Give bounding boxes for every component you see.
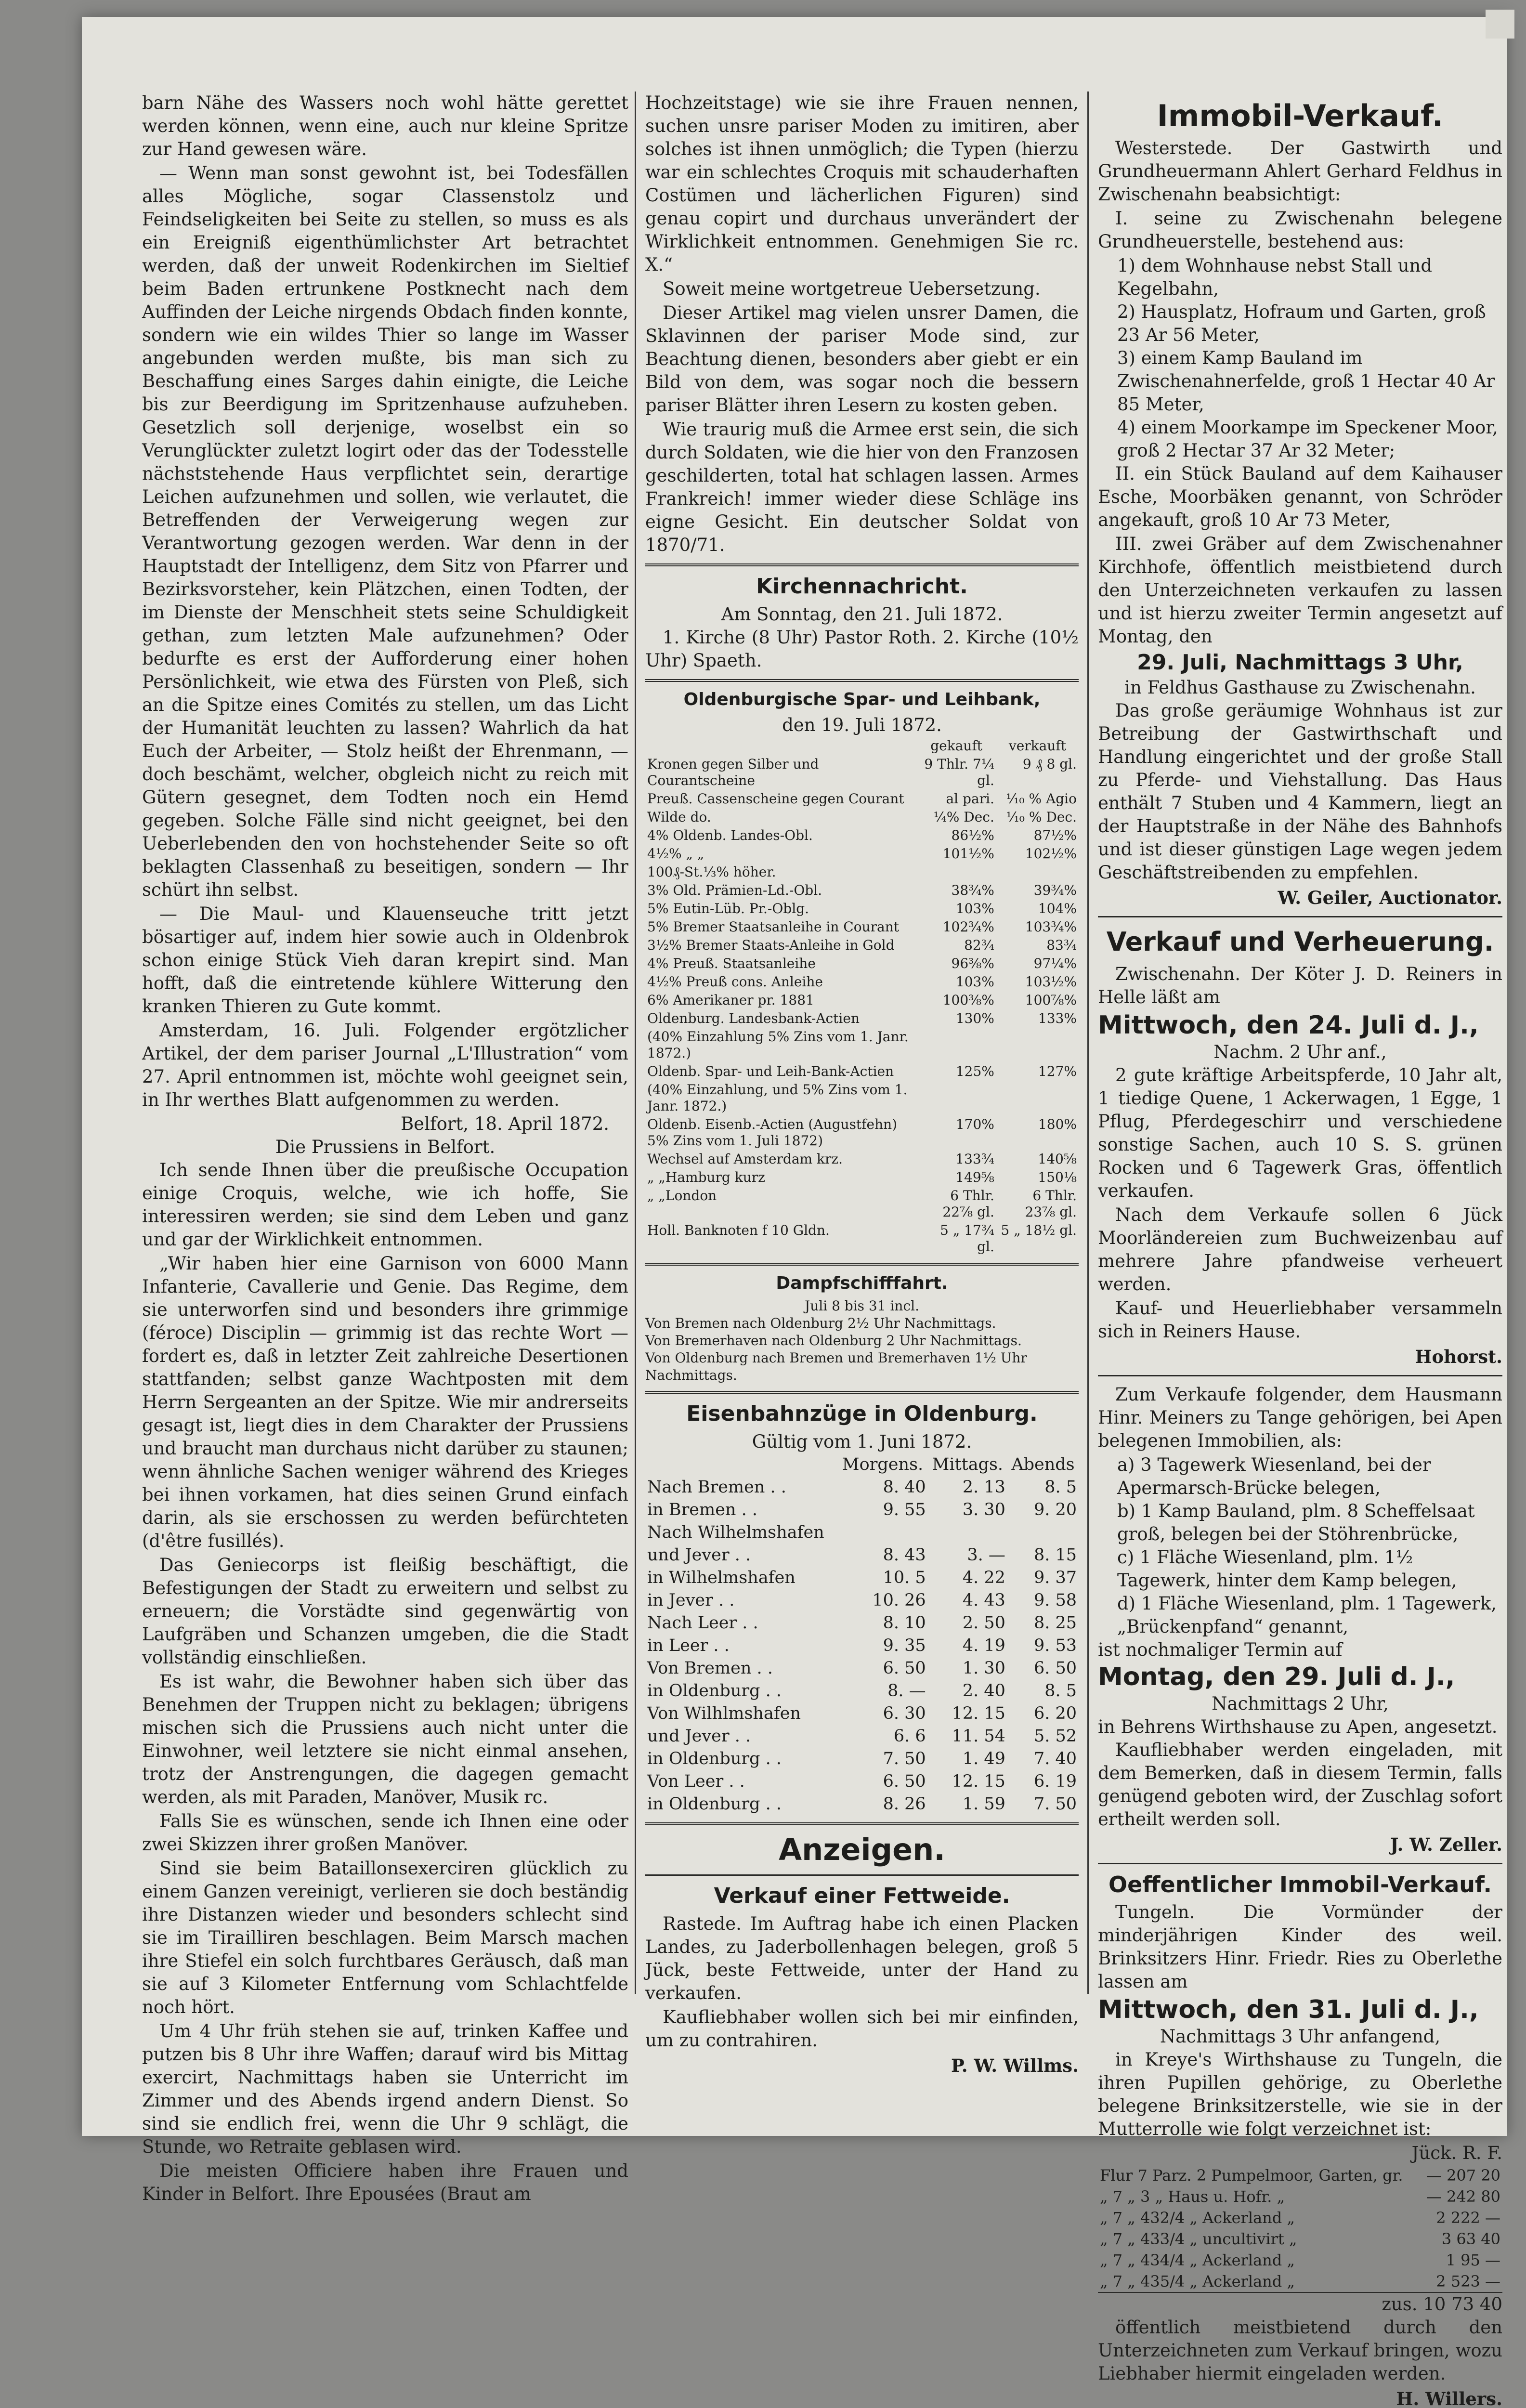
article-paragraph: — Wenn man sonst gewohnt ist, bei Todesfällen alles Mögliche, sogar Classenstolz und Feindseligkeiten bei Seite zu stellen, so muss es als ein Ereigniß eigenthümlichster Art betrachtet werden, daß der unweit Rodenkirchen im Sieltief beim Baden ertrunkene Postknecht nach dem Auffinden der Leiche nirgends Obdach finden konnte, sondern wie ein wildes Thier so lange im Wasser angebunden werden mußte, bis man sich zu Beschaffung eines Sarges dahin einigte, die Leiche bis zur Beerdigung im Spritzenhause aufzuheben. Gesetzlich soll derjenige, woselbst ein so Verunglückter zuletzt logirt oder das der Todesstelle nächststehende Haus verpflichtet sein, derartige Leichen aufzunehmen und sollen, wie verlautet, die Betreffenden der Verweigerung wegen zur Verantwortung gezogen werden. War denn in der Hauptstadt der Intelligenz, dem Sitz von Pfarrer und Bezirksvorsteher, kein Plätzchen, einen Todten, der im Dienste der Menschheit stets seine Schuldigkeit gethan, zum letzten Male aufzunehmen? Oder bedurfte es erst der Aufforderung einer hohen Persönlichkeit, wie etwa des Fürsten von Pleß, sich an die Spitze eines Comités zu stellen, um das Licht der Humanität leuchten zu lassen? Wahrlich da hat Euch der Arbeiter, — Stolz heißt der Ehrenmann, — doch beschämt, welcher, obgleich nicht zu reich mit Gütern gesegnet, dem Todten noch ein Hemd gegeben. Solche Fälle sind nicht geeignet, bei den Ueberlebenden den von hochstehender Seite so oft beklagten Classenhaß zu beseitigen, sondern — Ihr schürt ihn selbst. [142,163,628,900]
bank-rate-row [645,918,1079,936]
table-cell: 9. 35 [883,1636,926,1655]
auction-location: in Behrens Wirthshause zu Apen, angesetzt. [1098,1716,1498,1737]
ad-signature: H. Willers. [1396,2388,1502,2408]
table-cell: 6. 30 [883,1704,926,1723]
table-cell: 180% [1038,1116,1077,1132]
list-item: a) 3 Tagewerk Wiesenland, bei der Apermarsch-Brücke belegen, [1117,1454,1431,1498]
table-cell: und Jever . . [647,1727,751,1746]
table-cell: 2. 13 [962,1478,1005,1497]
timetable-row [645,1748,1079,1770]
table-cell: 6 Thlr. 23⅞ gl. [1025,1188,1077,1220]
table-cell: 130% [955,1010,994,1026]
section-divider [1098,1375,1502,1376]
auction-date: Mittwoch, den 31. Juli d. J., [1098,1995,1479,2024]
table-cell: 4. 22 [962,1568,1005,1587]
section-divider [645,1822,1079,1825]
table-cell: 5 „ 18½ gl. [1001,1222,1077,1238]
timetable-row [645,1657,1079,1680]
section-divider [1098,1863,1502,1864]
table-cell: 9. 20 [1033,1500,1077,1519]
table-cell: 6 Thlr. 22⅞ gl. [942,1188,994,1220]
section-divider [645,563,1079,566]
table-cell: Nach Wilhelmshafen [647,1523,824,1542]
article-paragraph: Wie traurig muß die Armee erst sein, die sich durch Soldaten, wie die hier von den Franzosen geschilderten, total hat schlagen lassen. Armes Frankreich! immer wieder diese Schläge ins eigne Gesicht. Ein deutscher Soldat von 1870/71. [645,419,1079,555]
property-list [1098,254,1502,462]
auction-date: 29. Juli, Nachmittags 3 Uhr, [1137,650,1463,675]
table-cell: 3½% Bremer Staats-Anleihe in Gold [647,937,895,953]
parcel-table [1098,2165,1502,2292]
bank-col-bought: gekauft [930,738,983,754]
table-cell: 133¾ [955,1151,994,1167]
table-cell: 10. 5 [883,1568,926,1587]
table-cell: 3% Old. Prämien-Ld.-Obl. [647,882,822,898]
auction-time: Nachmittags 2 Uhr, [1212,1693,1389,1714]
column-rule [635,92,636,1994]
timetable-row [645,1499,1079,1521]
table-cell: 82¾ [964,937,994,953]
auction-location: in Feldhus Gasthause zu Zwischenahn. [1124,677,1476,698]
table-cell: 3. 30 [962,1500,1005,1519]
parcel-row [1098,2165,1502,2186]
table-cell: „ 7 „ 433/4 „ uncultivirt „ [1100,2230,1297,2248]
article-paragraph: Falls Sie es wünschen, sende ich Ihnen eine oder zwei Skizzen ihrer großen Manöver. [142,1811,628,1855]
auction-time: Nachm. 2 Uhr anf., [1213,1042,1387,1062]
table-cell: 8. 10 [883,1613,926,1633]
table-cell: 100₰-St.⅓% höher. [647,864,776,880]
article-paragraph: „Wir haben hier eine Garnison von 6000 Mann Infanterie, Cavallerie und Genie. Das Regime, dem sie unterworfen sind und besonders ihre grimmige (féroce) Disciplin — grimmig ist das rechte Wort — fordert es, daß in letzter Zeit zahlreiche Desertionen stattfanden; selbst ganze Wachtposten mit dem Herrn Sergeanten an der Spitze. Wie mir andrerseits gesagt ist, liegt dies in dem Charakter der Prussiens und braucht man durchaus nicht darüber zu staunen; wenn ähnliche Sachen weniger während des Krieges bei ihnen vorkamen, hat dies seinen Grund einfach darin, als sie erschossen zu werden befürchteten (d'être fusillés). [142,1253,628,1551]
table-cell: 9. 37 [1033,1568,1077,1587]
table-cell: 104% [1038,901,1077,916]
bank-rate-row [645,1062,1079,1081]
bank-rate-row [645,1221,1079,1256]
table-cell: Preuß. Cassenscheine gegen Courant [647,791,904,807]
table-cell: 97¼% [1033,955,1077,971]
bank-rate-row [645,1028,1079,1062]
ad-text: III. zwei Gräber auf dem Zwischenahner Kirchhofe, öffentlich meistbietend durch den Unterzeichneten verkaufen zu lassen und ist hierzu zweiter Termin angesetzt auf Montag, den [1098,534,1502,647]
table-cell: ¼% Dec. [933,809,994,825]
ad-text: öffentlich meistbietend durch den Unterzeichneten zum Verkauf bringen, wozu Liebhaber hiermit eingeladen werden. [1098,2317,1502,2384]
ad-text: Kaufliebhaber wollen sich bei mir einfinden, um zu contrahiren. [645,2007,1079,2051]
table-cell: 1. 49 [962,1749,1005,1768]
table-cell: 6. 50 [883,1772,926,1791]
table-cell: 102½% [1025,846,1077,862]
bank-rate-row [645,881,1079,900]
table-cell: 2 222 — [1436,2209,1500,2227]
table-cell: 8. 25 [1033,1613,1077,1633]
bank-rate-row [645,936,1079,955]
table-cell: 1. 30 [962,1659,1005,1678]
article-paragraph: Sind sie beim Bataillonsexerciren glücklich zu einem Ganzen vereinigt, verlieren sie doch beständig ihre Distanzen wieder und besonders schlecht sind sie im Tirailliren beschlagen. Beim Marsch machen ihre Stiefel ein solch furchtbares Geräusch, daß man sie auf 3 Kilometer Entfernung vom Schlachtfelde noch hört. [142,1858,628,2017]
table-cell: 12. 15 [952,1772,1005,1791]
table-cell: 6% Amerikaner pr. 1881 [647,992,814,1008]
table-cell: in Bremen . . [647,1500,757,1519]
table-cell: „ 7 „ 3 „ Haus u. Hofr. „ [1100,2187,1285,2206]
timetable-row [645,1567,1079,1589]
table-cell: 1. 59 [962,1794,1005,1814]
verkauf-title: Verkauf und Verheuerung. [1106,927,1494,957]
bank-rate-row [645,1187,1079,1221]
table-cell: ¹⁄₁₀ % Agio [1006,791,1077,807]
railway-timetable [645,1453,1079,1816]
table-cell [837,1521,927,1544]
bank-date: den 19. Juli 1872. [782,715,942,735]
ad-text: Rastede. Im Auftrag habe ich einen Placken Landes, zu Jaderbollenhagen belegen, groß 5 Jück, beste Fettweide, unter der Hand zu verkaufen. [645,1913,1079,2003]
bank-rate-row [645,900,1079,918]
article-subhead: Die Prussiens in Belfort. [275,1137,496,1157]
parcel-row [1098,2228,1502,2250]
bank-rates-table [645,737,1079,1256]
table-cell: 5% Eutin-Lüb. Pr.-Oblg. [647,901,809,916]
list-item: c) 1 Fläche Wiesenland, plm. 1½ Tagewerk, hinter dem Kamp belegen, [1117,1547,1457,1591]
immobil-title: Immobil-Verkauf. [1157,98,1444,133]
list-item: b) 1 Kamp Bauland, plm. 8 Scheffelsaat groß, belegen bei der Stöhrenbrücke, [1117,1501,1475,1544]
list-item: 4) einem Moorkampe im Speckener Moor, groß 2 Hectar 37 Ar 32 Meter; [1117,417,1498,461]
table-cell: in Oldenburg . . [647,1749,782,1768]
table-cell: Flur 7 Parz. 2 Pumpelmoor, Garten, gr. [1100,2166,1403,2185]
oeffentlich-title: Oeffentlicher Immobil-Verkauf. [1108,1871,1492,1898]
ad-signature: W. Geiler, Auctionator. [1278,887,1502,908]
railway-col-morning: Morgens. [842,1455,924,1474]
table-cell: 6. 50 [1033,1659,1077,1678]
table-cell: 7. 40 [1033,1749,1077,1768]
table-cell: Von Wilhlmshafen [647,1704,801,1723]
steamship-line: Von Bremen nach Oldenburg 2½ Uhr Nachmittags. [645,1315,996,1331]
ad-text: Nach dem Verkaufe sollen 6 Jück Moorländereien zum Buchweizenbau auf mehrere Jahre pfandweise verheuert werden. [1098,1204,1502,1295]
railway-col-midday: Mittags. [932,1455,1004,1474]
table-cell: 9. 58 [1033,1591,1077,1610]
table-cell: (40% Einzahlung, und 5% Zins vom 1. Janr. 1872.) [647,1082,908,1114]
ad-text: Zum Verkaufe folgender, dem Hausmann Hinr. Meiners zu Tange gehörigen, bei Apen belegenen Immobilien, als: [1098,1384,1502,1451]
table-cell: 100⅞% [1025,992,1077,1008]
table-cell [916,1028,996,1062]
table-cell: 103% [955,974,994,990]
table-cell: 6. 6 [893,1727,926,1746]
list-item: 1) dem Wohnhause nebst Stall und Kegelbahn, [1117,255,1433,299]
table-cell: 9. 53 [1033,1636,1077,1655]
table-cell [996,1028,1079,1062]
table-cell: ¹⁄₁₀ % Dec. [1006,809,1077,825]
table-cell: 2. 40 [962,1681,1005,1701]
table-cell: 4% Preuß. Staatsanleihe [647,955,816,971]
table-cell: 103½% [1025,974,1077,990]
table-cell: (40% Einzahlung 5% Zins vom 1. Janr. 1872.) [647,1029,909,1061]
list-item: 2) Hausplatz, Hofraum und Garten, groß 23 Ar 56 Meter, [1117,301,1486,345]
table-cell: 102¾% [942,919,994,935]
table-cell: 101½% [942,846,994,862]
table-cell: Oldenb. Spar- und Leih-Bank-Actien [647,1063,894,1079]
article-paragraph: — Die Maul- und Klauenseuche tritt jetzt bösartiger auf, indem hier sowie auch in Oldenbrok schon einige Stück Vieh daran krepirt sind. Man hofft, daß die eintretende kühlere Witterung den kranken Thieren zu Gute kommt. [142,903,628,1017]
bank-rate-row [645,845,1079,863]
ad-text: I. seine zu Zwischenahn belegene Grundheuerstelle, bestehend aus: [1098,208,1502,252]
bank-title: Oldenburgische Spar- und Leihbank, [683,690,1041,709]
table-cell: Wechsel auf Amsterdam krz. [647,1151,843,1167]
table-cell: 9 ₰ 8 gl. [1022,756,1077,772]
ad-signature: Hohorst. [1415,1346,1502,1367]
ad-text: 2 gute kräftige Arbeitspferde, 10 Jahr alt, 1 tiedige Quene, 1 Ackerwagen, 1 Egge, 1 Pflug, Pferdegeschirr und verschiedene sonstige Sachen, auch 10 S. S. grünen Rocken und 6 Tagewerk Gras, öffentlich verkaufen. [1098,1065,1502,1201]
table-cell: 100⅜% [942,992,994,1008]
table-cell: 170% [955,1116,994,1132]
column-1 [142,92,628,2207]
timetable-row [645,1589,1079,1612]
table-cell [916,1081,996,1115]
table-cell: 4½% „ „ [647,846,704,862]
table-cell: „ 7 „ 435/4 „ Ackerland „ [1100,2272,1295,2290]
timetable-row [645,1770,1079,1793]
table-cell: 133% [1038,1010,1077,1026]
timetable-row [645,1725,1079,1748]
article-paragraph: Die meisten Officiere haben ihre Frauen und Kinder in Belfort. Ihre Epousées (Braut am [142,2160,628,2204]
auction-date: Montag, den 29. Juli d. J., [1098,1662,1455,1691]
table-cell [996,863,1079,881]
table-cell [928,1521,1007,1544]
bank-rate-row [645,1081,1079,1115]
table-cell: — 207 20 [1426,2166,1500,2185]
church-notice-date: Am Sonntag, den 21. Juli 1872. [721,604,1003,625]
auction-time: Nachmittags 3 Uhr anfangend, [1160,2026,1441,2047]
advertisements-heading: Anzeigen. [779,1832,945,1867]
table-cell [916,863,996,881]
table-cell: und Jever . . [647,1545,751,1565]
table-cell: 5% Bremer Staatsanleihe in Courant [647,919,899,935]
table-cell: „ „Hamburg kurz [647,1169,765,1185]
section-divider [1098,916,1502,917]
table-cell: 7. 50 [883,1749,926,1768]
table-cell: 83¾ [1046,937,1077,953]
table-cell: in Jever . . [647,1591,735,1610]
table-cell: 4. 43 [962,1591,1005,1610]
section-divider [645,1391,1079,1394]
ad-signature: J. W. Zeller. [1390,1834,1502,1855]
table-cell: Kronen gegen Silber und Courantscheine [647,756,819,788]
table-cell: 2. 50 [962,1613,1005,1633]
table-cell: 9 Thlr. 7¼ gl. [924,756,994,788]
table-cell: Wilde do. [647,809,711,825]
table-cell: 8. 26 [883,1794,926,1814]
ad-text: Westerstede. Der Gastwirth und Grundheuermann Ahlert Gerhard Feldhus in Zwischenahn beabsichtigt: [1098,138,1502,205]
table-cell: „ „London [647,1188,717,1204]
section-divider [645,1874,1079,1876]
ad-text: Tungeln. Die Vormünder der minderjährigen Kinder des weil. Brinksitzers Hinr. Friedr. Ries zu Oberlethe lassen am [1098,1902,1502,1992]
article-paragraph: Hochzeitstage) wie sie ihre Frauen nennen, suchen unsre pariser Moden zu imitiren, aber solches ist ihnen unmöglich; die Typen (hierzu war ein schlechtes Croquis mit schauderhaften Costümen und lächerlichen Figuren) sind genau copirt und durchaus unverändert der Wirklichkeit entnommen. Genehmigen Sie rc. X.“ [645,92,1079,275]
ad-text: II. ein Stück Bauland auf dem Kaihauser Esche, Moorbäken genannt, von Schröder angekauft, groß 10 Ar 73 Meter, [1098,463,1502,530]
column-2 [645,92,1079,2077]
table-cell: 38¾% [951,882,994,898]
timetable-row [645,1702,1079,1725]
parcel-row [1098,2186,1502,2207]
ad-text: in Kreye's Wirthshause zu Tungeln, die ihren Pupillen gehörige, zu Oberlethe belegene Brinksitzerstelle, wie sie in der Mutterrolle wie folgt verzeichnet ist: [1098,2049,1502,2139]
table-cell: 9. 55 [883,1500,926,1519]
table-cell: 7. 50 [1033,1794,1077,1814]
table-cell: „ 7 „ 432/4 „ Ackerland „ [1100,2209,1295,2227]
parcel-row [1098,2271,1502,2292]
railway-title: Eisenbahnzüge in Oldenburg. [686,1401,1038,1426]
bank-rate-row [645,1009,1079,1028]
article-paragraph: barn Nähe des Wassers noch wohl hätte gerettet werden können, wenn eine, auch nur kleine Spritze zur Hand gewesen wäre. [142,92,628,159]
railway-validity: Gültig vom 1. Juni 1872. [752,1431,972,1452]
article-paragraph: Soweit meine wortgetreue Uebersetzung. [663,278,1041,299]
timetable-row [645,1521,1079,1544]
table-cell: 11. 54 [952,1727,1005,1746]
table-cell: 6. 19 [1033,1772,1077,1791]
article-paragraph: Es ist wahr, die Bewohner haben sich über das Benehmen der Truppen nicht zu beklagen; übrigens mischen sich die Prussiens auch nicht unter die Einwohner, weil letztere sie nicht einmal ansehen, trotz der Anstrengungen, die dagegen gemacht werden, als mit Paraden, Manöver, Musik rc. [142,1671,628,1807]
table-cell: 150⅛ [1038,1169,1077,1185]
timetable-row [645,1476,1079,1499]
bank-rate-row [645,1150,1079,1168]
table-cell: 2 523 — [1436,2272,1500,2290]
bank-rate-row [645,973,1079,991]
bank-rate-row [645,991,1079,1009]
steamship-title: Dampfschifffahrt. [776,1273,948,1293]
table-cell: 8. 15 [1033,1545,1077,1565]
table-cell: 87½% [1033,827,1077,843]
table-cell: in Leer . . [647,1636,730,1655]
timetable-row [645,1793,1079,1816]
table-cell: 103% [955,901,994,916]
table-cell: 86½% [951,827,994,843]
table-cell: 6. 50 [883,1659,926,1678]
table-cell: al pari. [946,791,994,807]
bank-rate-row [645,1115,1079,1150]
table-cell: Von Bremen . . [647,1659,773,1678]
table-cell: 6. 20 [1033,1704,1077,1723]
table-cell: 8. 40 [883,1478,926,1497]
parcel-total: zus. 10 73 40 [1098,2292,1502,2316]
fettweide-title: Verkauf einer Fettweide. [714,1884,1010,1908]
church-notice-text: 1. Kirche (8 Uhr) Pastor Roth. 2. Kirche (10½ Uhr) Spaeth. [645,627,1079,671]
column-rule [1087,92,1089,1994]
column-3 [1098,92,1502,2408]
article-paragraph: Um 4 Uhr früh stehen sie auf, trinken Kaffee und putzen bis 8 Uhr ihre Waffen; darauf wird bis Mittag exercirt, Nachmittags haben sie Unterricht im Zimmer und des Abends irgend andern Dienst. So sind sie endlich frei, wenn die Uhr 9 schlägt, die Stunde, wo Retraite geblasen wird. [142,2021,628,2157]
table-cell: 125% [955,1063,994,1079]
table-cell: Nach Bremen . . [647,1478,786,1497]
article-paragraph: Das Geniecorps ist fleißig beschäftigt, die Befestigungen der Stadt zu erweitern und selbst zu erneuern; die Vorstädte sind gegenwärtig von Laufgräben und Schanzen umgeben, die die Stadt vollständig einschließen. [142,1555,628,1668]
church-notice-title: Kirchennachricht. [756,574,968,599]
table-cell: Holl. Banknoten f 10 Gldn. [647,1222,830,1238]
table-cell: 12. 15 [952,1704,1005,1723]
property-list [1098,1453,1502,1638]
table-cell: 149⅝ [955,1169,994,1185]
table-cell: 1 95 — [1446,2251,1500,2269]
timetable-row [645,1544,1079,1567]
table-cell: 4% Oldenb. Landes-Obl. [647,827,813,843]
table-cell: in Wilhelmshafen [647,1568,796,1587]
timetable-row [645,1635,1079,1657]
bank-rate-row [645,1168,1079,1187]
parcel-row [1098,2250,1502,2271]
article-paragraph: Ich sende Ihnen über die preußische Occupation einige Croquis, welche, wie ich hoffe, Sie interessiren werden; sie sind dem Leben und ganz und gar der Wirklichkeit entnommen. [142,1160,628,1250]
table-cell: 140⅝ [1038,1151,1077,1167]
table-cell: — 242 80 [1426,2187,1500,2206]
table-cell: Oldenburg. Landesbank-Actien [647,1010,860,1026]
ad-text: Kauf- und Heuerliebhaber versammeln sich in Reiners Hause. [1098,1298,1502,1342]
table-cell: 96⅜% [951,955,994,971]
table-cell: 10. 26 [872,1591,926,1610]
bank-rate-row [645,790,1079,808]
bank-rate-row [645,863,1079,881]
steamship-period: Juli 8 bis 31 incl. [805,1298,919,1314]
timetable-row [645,1680,1079,1702]
section-divider [645,1263,1079,1266]
table-cell: 3. — [967,1545,1005,1565]
table-cell [996,1081,1079,1115]
table-cell: 4½% Preuß cons. Anleihe [647,974,823,990]
bank-rate-row [645,808,1079,826]
table-cell: 8. — [887,1681,926,1701]
parcel-table-header: Jück. R. F. [1411,2143,1502,2163]
list-item: d) 1 Fläche Wiesenland, plm. 1 Tagewerk, „Brückenpfand“ genannt, [1117,1593,1497,1637]
table-cell: 127% [1038,1063,1077,1079]
table-cell: 5. 52 [1033,1727,1077,1746]
bank-rate-row [645,826,1079,845]
table-cell: 8. 5 [1044,1681,1077,1701]
ad-signature: P. W. Willms. [951,2055,1079,2076]
table-cell: 103¾% [1025,919,1077,935]
bank-rate-row [645,755,1079,790]
timetable-row [645,1612,1079,1635]
ad-text: Zwischenahn. Der Köter J. D. Reiners in Helle läßt am [1098,964,1502,1008]
dateline: Belfort, 18. April 1872. [400,1113,609,1134]
table-cell: Oldenb. Eisenb.-Actien (Augustfehn) 5% Zins vom 1. Juli 1872) [647,1116,898,1149]
table-cell: 3 63 40 [1441,2230,1500,2248]
steamship-line: Von Oldenburg nach Bremen und Bremerhaven 1½ Uhr Nachmittags. [645,1350,1027,1383]
article-paragraph: Amsterdam, 16. Juli. Folgender ergötzlicher Artikel, der dem pariser Journal „L'Illustration“ vom 27. April entnommen ist, möchte wohl geeignet sein, in Ihr werthes Blatt aufgenommen zu werden. [142,1020,628,1110]
article-paragraph: Dieser Artikel mag vielen unsrer Damen, die Sklavinnen der pariser Mode sind, zur Beachtung dienen, besonders aber giebt er ein Bild von dem, was sogar noch die bessern pariser Blätter ihren Lesern zu kosten geben. [645,302,1079,416]
table-cell: 8. 43 [883,1545,926,1565]
table-cell: Von Leer . . [647,1772,745,1791]
section-divider [645,679,1079,682]
ad-text: Kaufliebhaber werden eingeladen, mit dem Bemerken, daß in diesem Termin, falls genügend geboten wird, der Zuschlag sofort ertheilt werden soll. [1098,1740,1502,1830]
table-cell: in Oldenburg . . [647,1681,782,1701]
railway-col-evening: Abends [1011,1455,1075,1474]
table-cell: 39¾% [1033,882,1077,898]
steamship-line: Von Bremerhaven nach Oldenburg 2 Uhr Nachmittags. [645,1333,1022,1348]
table-cell: 4. 19 [962,1636,1005,1655]
table-cell: Nach Leer . . [647,1613,758,1633]
parcel-row [1098,2207,1502,2228]
table-cell [1007,1521,1079,1544]
ad-text: ist nochmaliger Termin auf [1098,1639,1343,1660]
table-cell: 5 „ 17¾ gl. [939,1222,994,1255]
table-cell: 8. 5 [1044,1478,1077,1497]
ad-text: Das große geräumige Wohnhaus ist zur Betreibung der Gastwirthschaft und Handlung eingerichtet und der große Stall zu Pferde- und Viehstallung. Das Haus enthält 7 Stuben und 4 Kammern, liegt an der Hauptstraße in der Nähe des Bahnhofs und ist dieser günstigen Lage wegen jedem Geschäftstreibenden zu empfehlen. [1098,700,1502,883]
bank-rate-row [645,955,1079,973]
table-cell: „ 7 „ 434/4 „ Ackerland „ [1100,2251,1295,2269]
bank-col-sold: verkauft [1008,738,1066,754]
auction-date: Mittwoch, den 24. Juli d. J., [1098,1011,1479,1040]
table-cell: in Oldenburg . . [647,1794,782,1814]
list-item: 3) einem Kamp Bauland im Zwischenahnerfelde, groß 1 Hectar 40 Ar 85 Meter, [1117,348,1495,415]
page-corner-mark [1486,10,1514,39]
